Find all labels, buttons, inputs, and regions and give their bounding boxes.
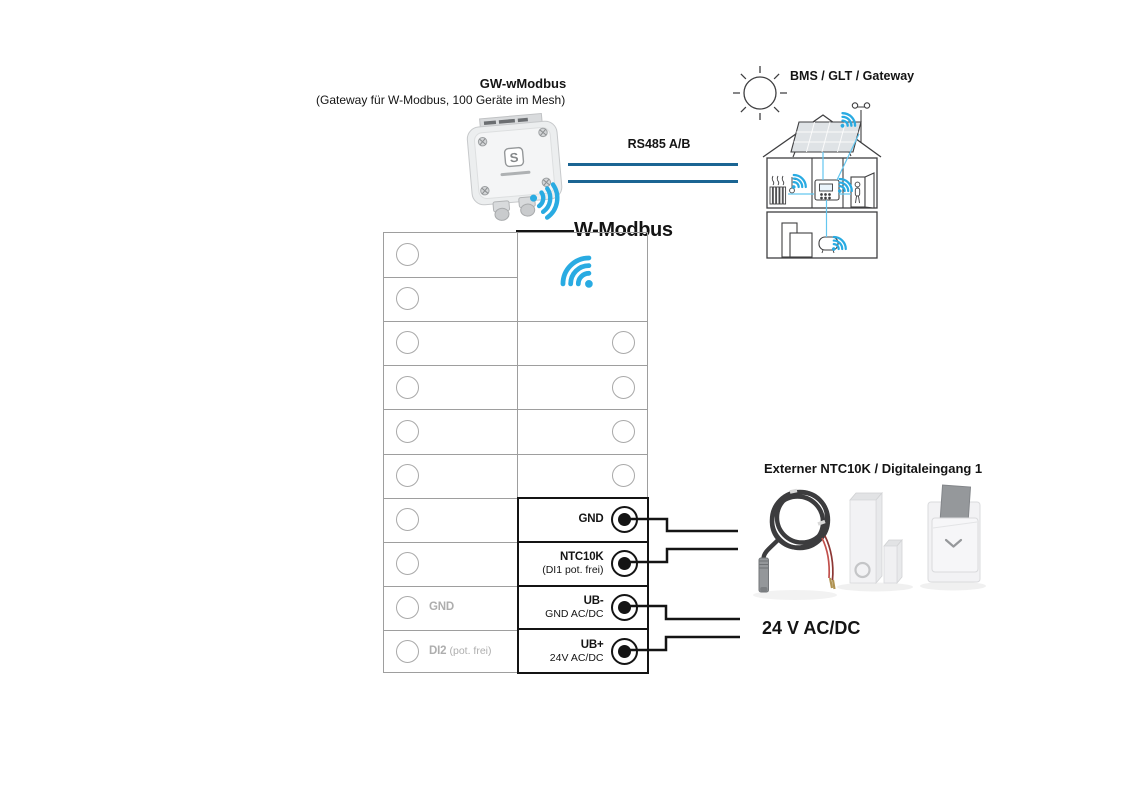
power-supply-label: 24 V AC/DC	[762, 618, 861, 638]
terminal-cell-gnd: GND	[519, 499, 647, 541]
temperature-probe-image	[759, 491, 835, 593]
terminal-circle	[396, 331, 419, 354]
terminal-circle	[612, 376, 635, 399]
terminal-circle	[612, 420, 635, 443]
rs485-line-b	[568, 180, 738, 183]
door-contact-image	[850, 493, 902, 583]
terminal-wires	[610, 500, 770, 670]
key-card-switch-image	[928, 485, 980, 582]
radiator-icon	[770, 176, 786, 204]
person-door-icon	[851, 173, 874, 208]
wire-ub-plus	[622, 637, 740, 650]
terminal-cell-ub-minus: UB- GND AC/DC	[519, 585, 647, 629]
wmodbus-wifi-icon	[542, 237, 610, 305]
gnd-muted-label: GND	[429, 601, 454, 613]
boiler-tanks-icon	[782, 223, 812, 257]
terminal-circle	[396, 243, 419, 266]
terminal-circle	[396, 508, 419, 531]
terminal-block-table	[383, 232, 648, 673]
terminal-circle	[396, 287, 419, 310]
gateway-wifi-icon	[525, 176, 576, 227]
accessories-images	[750, 480, 1000, 605]
terminal-circle	[612, 464, 635, 487]
wire-ub-minus	[622, 606, 740, 619]
terminal-circle	[396, 596, 419, 619]
probe-sleeve	[759, 558, 769, 592]
s-logo-letter: S	[509, 149, 520, 166]
wire-ntc10k	[622, 549, 738, 562]
bms-label: BMS / GLT / Gateway	[790, 69, 915, 83]
gateway-subtitle: (Gateway für W-Modbus, 100 Geräte im Mesh)	[316, 93, 566, 107]
wire-gnd	[622, 519, 738, 531]
terminal-circle	[396, 552, 419, 575]
thermostat-icon	[815, 180, 839, 200]
rs485-line-a	[568, 163, 738, 166]
rs485-label: RS485 A/B	[627, 137, 691, 151]
external-input-label: Externer NTC10K / Digitaleingang 1	[764, 461, 983, 476]
terminal-circle	[396, 464, 419, 487]
terminal-circle	[396, 640, 419, 663]
wmodbus-label: W-Modbus	[574, 219, 673, 241]
terminal-circle	[612, 331, 635, 354]
sun-icon	[733, 66, 787, 120]
terminal-circle	[396, 420, 419, 443]
gateway-title: GW-wModbus	[479, 76, 567, 91]
terminal-circle	[396, 376, 419, 399]
terminal-cell-ub-plus: UB+ 24V AC/DC	[519, 628, 647, 672]
building-illustration	[715, 58, 947, 270]
terminal-cell-ntc10k: NTC10K (DI1 pot. frei)	[519, 541, 647, 585]
di2-muted-label: DI2 (pot. frei)	[429, 645, 492, 657]
